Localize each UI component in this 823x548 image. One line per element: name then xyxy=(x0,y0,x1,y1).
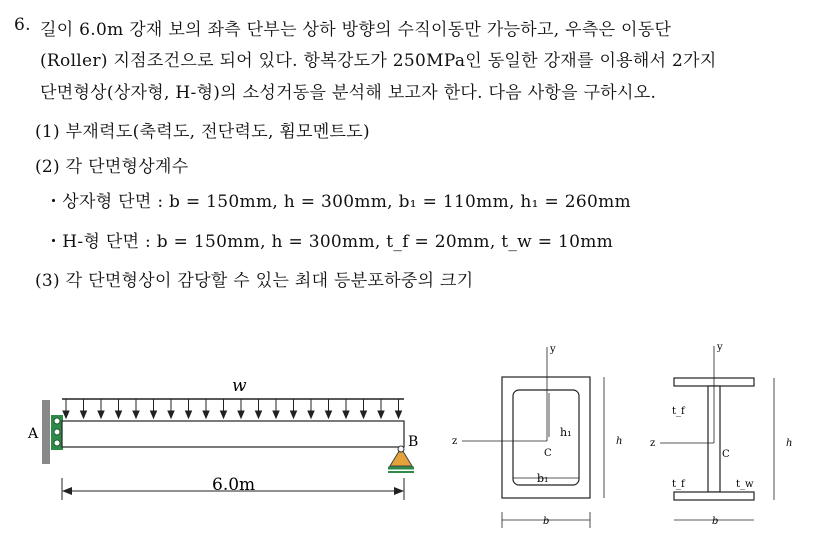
box-section-spec: ・상자형 단면 : b = 150mm, h = 300mm, b₁ = 110mm, h₁ = 260mm xyxy=(45,192,631,212)
h-section-spec: ・H-형 단면 : b = 150mm, h = 300mm, t_f = 20mm, t_w = 10mm xyxy=(45,232,614,252)
wall-support xyxy=(42,400,50,464)
load-arrow-head xyxy=(378,411,384,418)
box-h-label: h xyxy=(616,436,623,447)
load-arrow-head xyxy=(221,411,227,418)
span-label: 6.0m xyxy=(212,475,256,495)
load-arrow-head xyxy=(151,411,157,418)
load-arrow-head xyxy=(361,411,367,418)
load-arrow-head xyxy=(203,411,209,418)
box-section xyxy=(452,344,622,528)
load-arrow-head xyxy=(81,411,87,418)
h-z-axis: z xyxy=(650,438,656,449)
box-b-label: b xyxy=(543,516,550,527)
load-arrow-head xyxy=(308,411,314,418)
box-h1-label: h₁ xyxy=(560,426,572,439)
load-arrow-head xyxy=(343,411,349,418)
problem-line-3: 단면형상(상자형, H-형)의 소성거동을 분석해 보고자 한다. 다음 사항을 구하시오. xyxy=(40,83,657,103)
box-b1-label: b₁ xyxy=(537,472,549,485)
support-a-label: A xyxy=(28,426,39,442)
load-arrows xyxy=(63,399,402,418)
h-centroid: C xyxy=(722,449,730,460)
box-y-axis: y xyxy=(550,344,556,355)
h-b-label: b xyxy=(712,516,719,527)
support-b-label: B xyxy=(408,434,419,450)
problem-line-1: 길이 6.0m 강재 보의 좌측 단부는 상하 방향의 수직이동만 가능하고, 우측은 이동단 xyxy=(40,20,672,40)
beam xyxy=(62,421,404,447)
load-arrow-head xyxy=(273,411,279,418)
load-arrow-head xyxy=(238,411,244,418)
load-label: w xyxy=(232,376,247,396)
problem-number: 6. xyxy=(14,15,31,35)
h-y-axis: y xyxy=(717,342,723,353)
box-centroid: C xyxy=(544,448,552,459)
h-section xyxy=(650,342,792,527)
h-tf-side-label: t_f xyxy=(672,479,685,490)
h-tf-top-label: t_f xyxy=(672,406,685,417)
h-tw-label: t_w xyxy=(736,479,754,490)
load-arrow-head xyxy=(98,411,104,418)
load-arrow-head xyxy=(63,411,69,418)
problem-line-2: (Roller) 지점조건으로 되어 있다. 항복강도가 250MPa인 동일한 강재를 이용해서 2가지 xyxy=(40,51,717,71)
load-arrow-head xyxy=(396,411,402,418)
item-3: (3) 각 단면형상이 감당할 수 있는 최대 등분포하중의 크기 xyxy=(35,271,474,291)
load-arrow-head xyxy=(186,411,192,418)
load-arrow-head xyxy=(326,411,332,418)
item-1: (1) 부재력도(축력도, 전단력도, 휨모멘트도) xyxy=(35,122,370,142)
load-arrow-head xyxy=(168,411,174,418)
h-h-label: h xyxy=(786,438,793,449)
item-2: (2) 각 단면형상계수 xyxy=(35,157,189,177)
box-z-axis: z xyxy=(452,436,458,447)
load-arrow-head xyxy=(291,411,297,418)
load-arrow-head xyxy=(116,411,122,418)
load-arrow-head xyxy=(133,411,139,418)
load-arrow-head xyxy=(256,411,262,418)
